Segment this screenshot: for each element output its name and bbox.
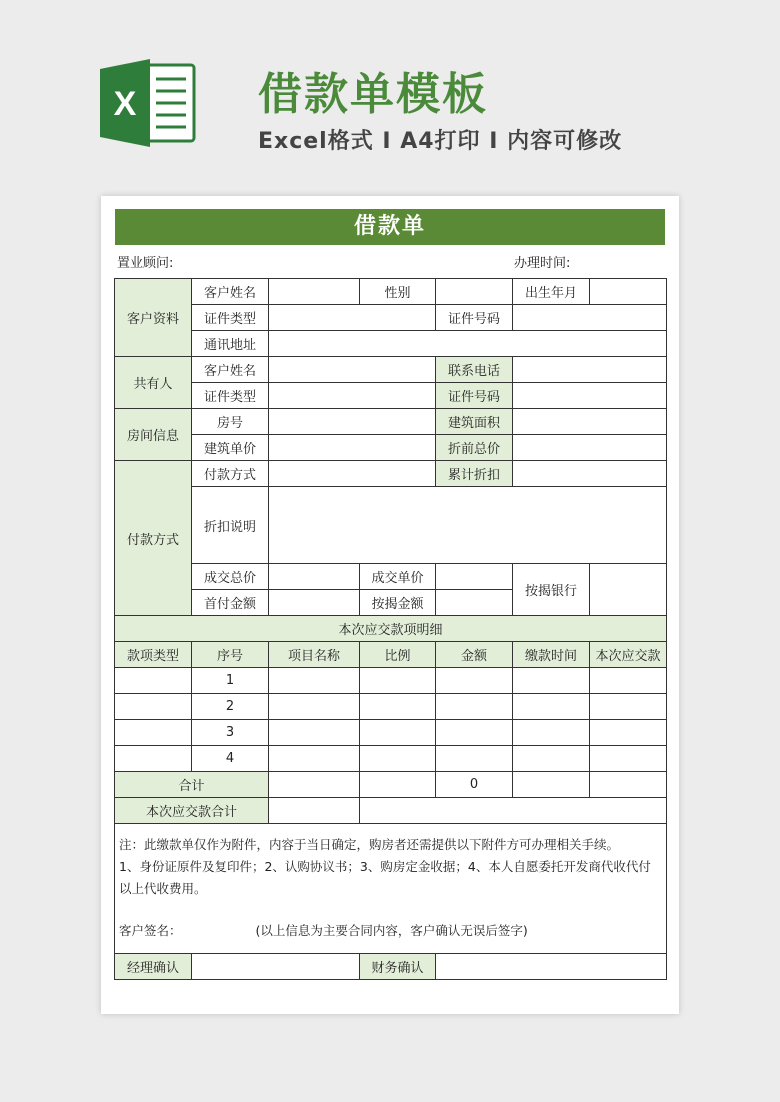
cell[interactable]: [513, 746, 590, 772]
down-payment-field[interactable]: [269, 590, 360, 616]
cell[interactable]: [590, 694, 667, 720]
label-address: 通讯地址: [192, 331, 269, 357]
label-deal-total: 成交总价: [192, 564, 269, 590]
cell[interactable]: [513, 694, 590, 720]
page-subtitle: Excel格式 I A4打印 I 内容可修改: [258, 129, 623, 154]
label-discount-note: 折扣说明: [192, 487, 269, 564]
co-owner-name-field[interactable]: [269, 357, 436, 383]
row-number: 4: [192, 746, 269, 772]
cell[interactable]: [360, 720, 436, 746]
note-line-2: 1、身份证原件及复印件；2、认购协议书；3、购房定金收据；4、本人自愿委托开发商代收代付以上代收费用。: [119, 859, 651, 896]
label-gender: 性别: [360, 279, 436, 305]
cell[interactable]: [115, 746, 192, 772]
time-label: 办理时间:: [514, 256, 571, 271]
cell[interactable]: [269, 720, 360, 746]
area-field[interactable]: [513, 409, 667, 435]
co-id-type-field[interactable]: [269, 383, 436, 409]
unit-price-field[interactable]: [269, 435, 436, 461]
cell[interactable]: [436, 720, 513, 746]
label-phone: 联系电话: [436, 357, 513, 383]
cell[interactable]: [360, 746, 436, 772]
col-header: 序号: [192, 642, 269, 668]
label-room-no: 房号: [192, 409, 269, 435]
cell[interactable]: [115, 720, 192, 746]
label-customer-name: 客户姓名: [192, 279, 269, 305]
row-number: 2: [192, 694, 269, 720]
note-line-1: 注：此缴款单仅作为附件，内容于当日确定，购房者还需提供以下附件方可办理相关手续。: [119, 837, 620, 852]
cell[interactable]: [269, 772, 360, 798]
table-row: [115, 694, 667, 720]
loan-form-table: [114, 278, 667, 980]
label-co-id-no: 证件号码: [436, 383, 513, 409]
label-total: 合计: [115, 772, 269, 798]
label-cum-discount: 累计折扣: [436, 461, 513, 487]
cell[interactable]: [436, 668, 513, 694]
advisor-label: 置业顾问:: [117, 256, 174, 271]
form-sheet: [101, 196, 679, 1014]
birth-field[interactable]: [590, 279, 667, 305]
signature-hint: (以上信息为主要合同内容，客户确认无误后签字): [255, 923, 528, 938]
label-unit-price: 建筑单价: [192, 435, 269, 461]
cell[interactable]: [115, 694, 192, 720]
section-co-owner: 共有人: [115, 357, 192, 409]
cell[interactable]: [436, 746, 513, 772]
mortgage-amount-field[interactable]: [436, 590, 513, 616]
co-id-no-field[interactable]: [513, 383, 667, 409]
section-payment: 付款方式: [115, 461, 192, 616]
gender-field[interactable]: [436, 279, 513, 305]
label-area: 建筑面积: [436, 409, 513, 435]
excel-logo-icon: [100, 55, 198, 151]
phone-field[interactable]: [513, 357, 667, 383]
cum-discount-field[interactable]: [513, 461, 667, 487]
address-field[interactable]: [269, 331, 667, 357]
cell[interactable]: [269, 694, 360, 720]
col-header: 款项类型: [115, 642, 192, 668]
pay-method-field[interactable]: [269, 461, 436, 487]
id-no-field[interactable]: [513, 305, 667, 331]
notes-block: [115, 824, 667, 954]
page-title: 借款单模板: [258, 69, 488, 120]
section-detail: 本次应交款项明细: [115, 616, 667, 642]
finance-field[interactable]: [436, 954, 667, 980]
cell[interactable]: [590, 746, 667, 772]
manager-field[interactable]: [192, 954, 360, 980]
cell[interactable]: [269, 668, 360, 694]
discount-note-field[interactable]: [269, 487, 667, 564]
label-finance: 财务确认: [360, 954, 436, 980]
customer-name-field[interactable]: [269, 279, 360, 305]
label-due-total: 本次应交款合计: [115, 798, 269, 824]
label-manager: 经理确认: [115, 954, 192, 980]
label-mortgage-amount: 按揭金额: [360, 590, 436, 616]
signature-label: 客户签名：: [119, 923, 182, 938]
label-co-id-type: 证件类型: [192, 383, 269, 409]
cell[interactable]: [360, 772, 436, 798]
label-id-no: 证件号码: [436, 305, 513, 331]
cell[interactable]: [590, 772, 667, 798]
cell[interactable]: [115, 668, 192, 694]
col-header: 金额: [436, 642, 513, 668]
cell[interactable]: [590, 720, 667, 746]
col-header: 本次应交款: [590, 642, 667, 668]
label-pay-method: 付款方式: [192, 461, 269, 487]
row-number: 3: [192, 720, 269, 746]
col-header: 比例: [360, 642, 436, 668]
bank-field[interactable]: [590, 564, 667, 616]
table-row: [115, 746, 667, 772]
form-banner: 借款单: [115, 209, 665, 245]
cell[interactable]: [513, 668, 590, 694]
due-total-field[interactable]: [360, 798, 667, 824]
table-row: [115, 720, 667, 746]
label-bank: 按揭银行: [513, 564, 590, 616]
deal-total-field[interactable]: [269, 564, 360, 590]
label-down-payment: 首付金额: [192, 590, 269, 616]
cell[interactable]: [269, 798, 360, 824]
cell[interactable]: [436, 694, 513, 720]
col-header: 缴款时间: [513, 642, 590, 668]
table-row: [115, 668, 667, 694]
cell[interactable]: [513, 772, 590, 798]
cell[interactable]: [269, 746, 360, 772]
label-pre-discount: 折前总价: [436, 435, 513, 461]
section-room: 房间信息: [115, 409, 192, 461]
cell[interactable]: [360, 694, 436, 720]
pre-discount-field[interactable]: [513, 435, 667, 461]
room-no-field[interactable]: [269, 409, 436, 435]
svg-text:X: X: [113, 85, 137, 123]
id-type-field[interactable]: [269, 305, 436, 331]
row-number: 1: [192, 668, 269, 694]
deal-unit-field[interactable]: [436, 564, 513, 590]
col-header: 项目名称: [269, 642, 360, 668]
label-birth: 出生年月: [513, 279, 590, 305]
cell[interactable]: [513, 720, 590, 746]
section-customer: 客户资料: [115, 279, 192, 357]
label-co-owner-name: 客户姓名: [192, 357, 269, 383]
label-deal-unit: 成交单价: [360, 564, 436, 590]
label-id-type: 证件类型: [192, 305, 269, 331]
total-value: 0: [436, 772, 513, 798]
cell[interactable]: [360, 668, 436, 694]
cell[interactable]: [590, 668, 667, 694]
